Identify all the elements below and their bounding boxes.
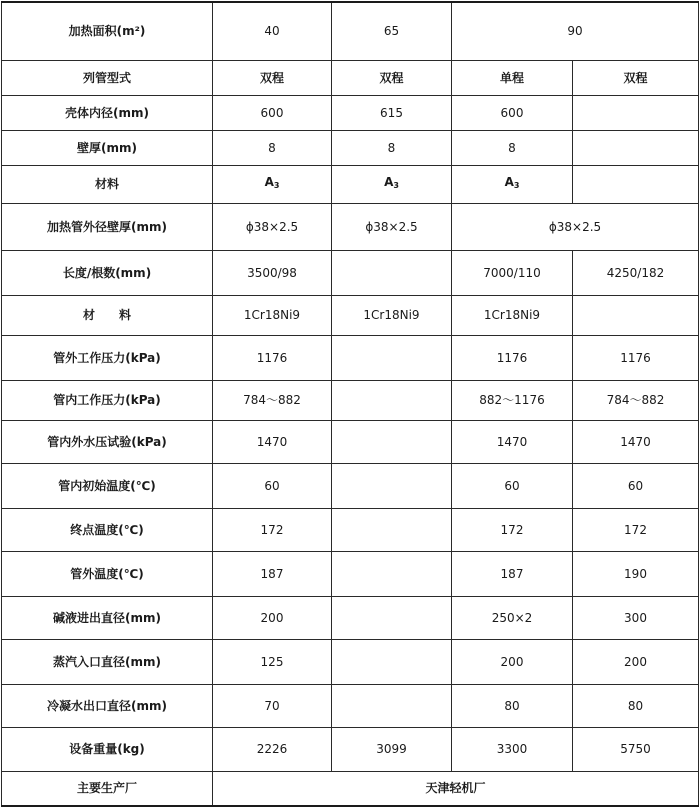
table-cell: 250×2 — [452, 596, 573, 639]
table-cell: 60 — [213, 463, 332, 508]
row-label: 蒸汽入口直径(mm) — [2, 639, 213, 684]
table-cell: 187 — [213, 551, 332, 596]
table-cell: 172 — [213, 508, 332, 551]
table-row — [2, 596, 699, 639]
material-subscript: 3 — [513, 181, 520, 190]
row-label: 管内外水压试验(kPa) — [2, 420, 213, 463]
row-label: 管内初始温度(℃) — [2, 463, 213, 508]
table-cell-empty — [573, 95, 699, 130]
table-cell: 8 — [452, 130, 573, 165]
row-label: 列管型式 — [2, 60, 213, 95]
row-label: 壁厚(mm) — [2, 130, 213, 165]
table-cell: 1470 — [213, 420, 332, 463]
table-row — [2, 380, 699, 420]
manufacturer-cell: 天津轻机厂 — [213, 771, 699, 806]
table-cell-empty — [332, 639, 452, 684]
table-cell: 172 — [452, 508, 573, 551]
table-cell: 3099 — [332, 727, 452, 771]
table-cell: 1Cr18Ni9 — [452, 295, 573, 335]
material-subscript: 3 — [393, 181, 399, 190]
table-cell-empty — [573, 130, 699, 165]
table-row — [2, 60, 699, 95]
row-label: 管外工作压力(kPa) — [2, 335, 213, 380]
table-cell: 615 — [332, 95, 452, 130]
table-cell-empty — [573, 295, 699, 335]
table-row — [2, 165, 699, 203]
table-row — [2, 250, 699, 295]
table-cell: 7000/110 — [452, 250, 573, 295]
table-cell-empty — [332, 551, 452, 596]
table-cell: 2226 — [213, 727, 332, 771]
table-row — [2, 508, 699, 551]
table-cell: 600 — [452, 95, 573, 130]
table-cell: 80 — [573, 684, 699, 727]
table-cell: 784～882 — [573, 380, 699, 420]
table-cell: 1470 — [452, 420, 573, 463]
row-label: 主要生产厂 — [2, 771, 213, 806]
table-cell: 1470 — [573, 420, 699, 463]
table-cell: 172 — [573, 508, 699, 551]
table-row — [2, 684, 699, 727]
table-cell: ϕ38×2.5 — [213, 203, 332, 250]
table-cell: 1176 — [573, 335, 699, 380]
material-symbol: A — [504, 175, 514, 189]
table-cell: 1Cr18Ni9 — [213, 295, 332, 335]
table-row — [2, 727, 699, 771]
row-label: 材料 — [2, 165, 213, 203]
material-subscript: 3 — [273, 181, 280, 190]
table-cell: 5750 — [573, 727, 699, 771]
table-row — [2, 95, 699, 130]
table-cell: 125 — [213, 639, 332, 684]
row-label: 设备重量(kg) — [2, 727, 213, 771]
table-cell: 200 — [213, 596, 332, 639]
table-cell: 200 — [573, 639, 699, 684]
row-label: 管内工作压力(kPa) — [2, 380, 213, 420]
table-row — [2, 771, 699, 806]
row-label-heating-area: 加热面积(m²) — [2, 2, 213, 60]
table-row — [2, 335, 699, 380]
row-label: 材 料 — [2, 295, 213, 335]
table-cell: 3500/98 — [213, 250, 332, 295]
table-row — [2, 639, 699, 684]
table-cell: ϕ38×2.5 — [332, 203, 452, 250]
table-row — [2, 463, 699, 508]
spec-table — [1, 1, 699, 807]
row-label: 碱液进出直径(mm) — [2, 596, 213, 639]
table-row — [2, 2, 699, 60]
table-cell-empty — [573, 165, 699, 203]
table-cell: 60 — [452, 463, 573, 508]
table-cell: 双程 — [213, 60, 332, 95]
table-cell: 8 — [332, 130, 452, 165]
table-cell — [213, 165, 332, 203]
table-cell-empty — [332, 463, 452, 508]
cell-area-90: 90 — [452, 2, 699, 60]
row-label: 冷凝水出口直径(mm) — [2, 684, 213, 727]
table-cell-empty — [332, 380, 452, 420]
table-cell: 双程 — [573, 60, 699, 95]
row-label: 壳体内径(mm) — [2, 95, 213, 130]
table-cell: 1176 — [213, 335, 332, 380]
table-cell-empty — [332, 508, 452, 551]
table-cell — [452, 165, 573, 203]
table-cell-empty — [332, 596, 452, 639]
material-symbol: A — [264, 175, 274, 189]
material-symbol: A — [384, 175, 394, 189]
table-cell — [332, 165, 452, 203]
table-cell: 4250/182 — [573, 250, 699, 295]
table-cell: 600 — [213, 95, 332, 130]
table-cell: 8 — [213, 130, 332, 165]
table-cell-empty — [332, 684, 452, 727]
table-cell: ϕ38×2.5 — [452, 203, 699, 250]
table-cell: 190 — [573, 551, 699, 596]
table-cell: 1Cr18Ni9 — [332, 295, 452, 335]
table-row — [2, 420, 699, 463]
table-cell: 784～882 — [213, 380, 332, 420]
table-cell: 3300 — [452, 727, 573, 771]
table-cell-empty — [332, 250, 452, 295]
table-cell: 70 — [213, 684, 332, 727]
table-cell: 80 — [452, 684, 573, 727]
table-row — [2, 551, 699, 596]
table-cell-empty — [332, 420, 452, 463]
cell-area-65: 65 — [332, 2, 452, 60]
row-label: 管外温度(℃) — [2, 551, 213, 596]
table-row — [2, 130, 699, 165]
row-label: 长度/根数(mm) — [2, 250, 213, 295]
table-cell: 882～1176 — [452, 380, 573, 420]
table-cell: 单程 — [452, 60, 573, 95]
cell-area-40: 40 — [213, 2, 332, 60]
table-cell: 1176 — [452, 335, 573, 380]
table-cell-empty — [332, 335, 452, 380]
row-label: 终点温度(℃) — [2, 508, 213, 551]
table-cell: 60 — [573, 463, 699, 508]
table-row — [2, 295, 699, 335]
table-cell: 200 — [452, 639, 573, 684]
table-cell: 187 — [452, 551, 573, 596]
table-row — [2, 203, 699, 250]
table-cell: 300 — [573, 596, 699, 639]
row-label: 加热管外径壁厚(mm) — [2, 203, 213, 250]
table-cell: 双程 — [332, 60, 452, 95]
